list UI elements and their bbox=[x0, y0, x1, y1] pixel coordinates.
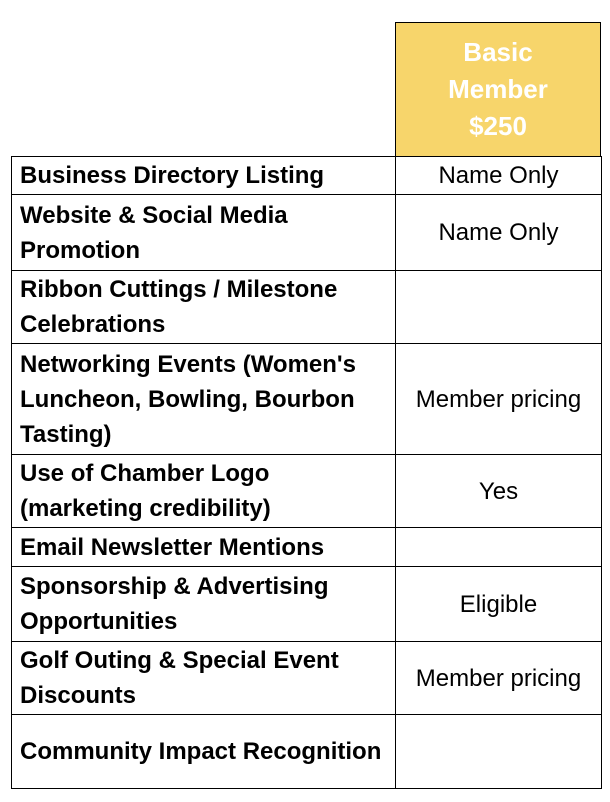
table-row bbox=[12, 715, 602, 789]
benefit-value bbox=[396, 528, 602, 567]
benefits-table bbox=[11, 156, 602, 789]
benefit-label: Golf Outing & Special Event Discounts bbox=[12, 642, 396, 715]
benefit-value: Member pricing bbox=[396, 642, 602, 715]
table-row bbox=[12, 455, 602, 528]
tier-header bbox=[395, 22, 601, 156]
benefit-value: Name Only bbox=[396, 195, 602, 271]
benefit-label: Ribbon Cuttings / Milestone Celebrations bbox=[12, 271, 396, 344]
benefit-label: Website & Social Media Promotion bbox=[12, 195, 396, 271]
table-row bbox=[12, 157, 602, 195]
benefit-label: Networking Events (Women's Luncheon, Bowling, Bourbon Tasting) bbox=[12, 344, 396, 455]
benefit-label: Use of Chamber Logo (marketing credibility) bbox=[12, 455, 396, 528]
benefit-value: Member pricing bbox=[396, 344, 602, 455]
benefit-label: Sponsorship & Advertising Opportunities bbox=[12, 567, 396, 642]
tier-price: $250 bbox=[469, 111, 527, 141]
benefit-label: Business Directory Listing bbox=[12, 157, 396, 195]
benefit-value bbox=[396, 271, 602, 344]
table-row bbox=[12, 344, 602, 455]
benefit-value: Eligible bbox=[396, 567, 602, 642]
table-row bbox=[12, 195, 602, 271]
benefit-label: Community Impact Recognition bbox=[12, 715, 396, 789]
table-row bbox=[12, 528, 602, 567]
tier-name-line2: Member bbox=[448, 74, 548, 104]
table-row bbox=[12, 642, 602, 715]
benefit-value: Yes bbox=[396, 455, 602, 528]
benefit-label: Email Newsletter Mentions bbox=[12, 528, 396, 567]
tier-name-line1: Basic bbox=[463, 37, 533, 67]
table-row bbox=[12, 567, 602, 642]
table-row bbox=[12, 271, 602, 344]
benefit-value bbox=[396, 715, 602, 789]
benefit-value: Name Only bbox=[396, 157, 602, 195]
